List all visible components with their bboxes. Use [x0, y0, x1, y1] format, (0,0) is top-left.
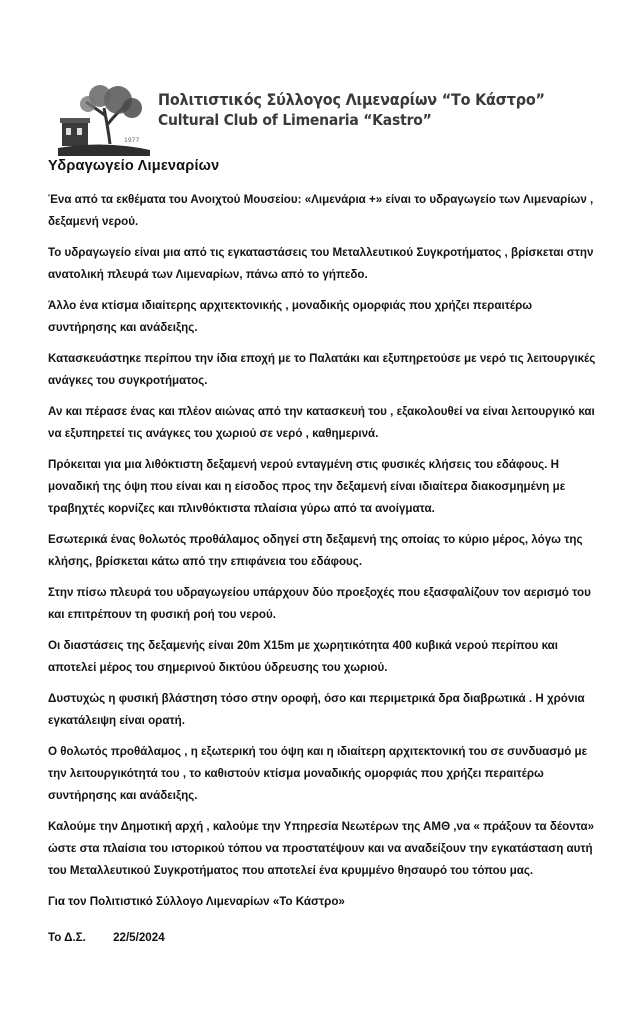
header	[58, 84, 545, 156]
document-date: 22/5/2024	[113, 931, 165, 944]
closing-line: Για τον Πολιτιστικό Σύλλογο Λιμεναρίων «Το Κάστρο»	[48, 895, 345, 908]
paragraph: Ένα από τα εκθέματα του Ανοιχτού Μουσείου: «Λιμενάρια +» είναι το υδραγωγείο των Λιμεναρίων , δεξαμενή νερού.	[48, 193, 594, 228]
paragraph: Κατασκευάστηκε περίπου την ίδια εποχή με το Παλατάκι και εξυπηρετούσε με νερό τις λειτουργικές ανάγκες του συγκροτήματος.	[48, 352, 596, 387]
logo-kastro	[58, 84, 150, 156]
organization-name-english: Cultural Club of Limenaria “Kastro”	[158, 111, 432, 129]
organization-name-greek: Πολιτιστικός Σύλλογος Λιμεναρίων “Το Κάστρο”	[158, 90, 545, 109]
paragraph: Αν και πέρασε ένας και πλέον αιώνας από την κατασκευή του , εξακολουθεί να είναι λειτουργικό και να εξυπηρετεί τις ανάγκες του χωριού σε νερό , καθημερινά.	[48, 405, 595, 440]
paragraph: Ο θολωτός προθάλαμος , η εξωτερική του όψη και η ιδιαίτερη αρχιτεκτονική του σε συνδυασμό με την λειτουργικότητά του , το καθιστούν κτίσμα μοναδικής ομορφιάς που χρήζει περαιτέρω συντήρησης και ανάδειξης.	[48, 745, 588, 802]
signatory: Το Δ.Σ.	[48, 931, 86, 944]
document-body	[48, 189, 600, 944]
organization-name	[158, 90, 545, 130]
logo-year: 1977	[124, 137, 140, 144]
signature-row	[48, 931, 600, 944]
paragraph: Πρόκειται για μια λιθόκτιστη δεξαμενή νερού ενταγμένη στις φυσικές κλήσεις του εδάφους. Η μοναδική της όψη που είναι και η είσοδος προς την δεξαμενή είναι ιδιαίτερα διακοσμημένη με τραβηχτές κορνίζες και πλινθόκτιστα πλαίσια γύρω από τα ανοίγματα.	[48, 458, 566, 515]
paragraph: Εσωτερικά ένας θολωτός προθάλαμος οδηγεί στη δεξαμενή της οποίας το κύριο μέρος, λόγω της κλήσης, βρίσκεται κάτω από την επιφάνεια του εδάφους.	[48, 533, 583, 568]
paragraph: Στην πίσω πλευρά του υδραγωγείου υπάρχουν δύο προεξοχές που εξασφαλίζουν τον αερισμό του και επιτρέπουν τη φυσική ροή του νερού.	[48, 586, 591, 621]
document-title: Υδραγωγείο Λιμεναρίων	[48, 158, 220, 174]
paragraph: Δυστυχώς η φυσική βλάστηση τόσο στην οροφή, όσο και περιμετρικά δρα διαβρωτικά . Η χρόνια εγκατάλειψη είναι ορατή.	[48, 692, 585, 727]
paragraph: Καλούμε την Δημοτική αρχή , καλούμε την Υπηρεσία Νεωτέρων της ΑΜΘ ,να « πράξουν τα δέοντα» ώστε στα πλαίσια του ιστορικού τόπου να προστατέψουν και να αναδείξουν την εγκατάσταση αυτή του Μεταλλευτικού Συγκροτήματος που αποτελεί ένα κρυμμένο θησαυρό του τόπου μας.	[48, 820, 595, 877]
paragraph: Άλλο ένα κτίσμα ιδιαίτερης αρχιτεκτονικής , μοναδικής ομορφιάς που χρήζει περαιτέρω συντήρησης και ανάδειξης.	[48, 299, 533, 334]
paragraph: Οι διαστάσεις της δεξαμενής είναι 20m X15m με χωρητικότητα 400 κυβικά νερού περίπου και αποτελεί μέρος του σημερινού δικτύου ύδρευσης του χωριού.	[48, 639, 559, 674]
paragraph: Το υδραγωγείο είναι μια από τις εγκαταστάσεις του Μεταλλευτικού Συγκροτήματος , βρίσκεται στην ανατολική πλευρά των Λιμεναρίων, πάνω από το γήπεδο.	[48, 246, 594, 281]
